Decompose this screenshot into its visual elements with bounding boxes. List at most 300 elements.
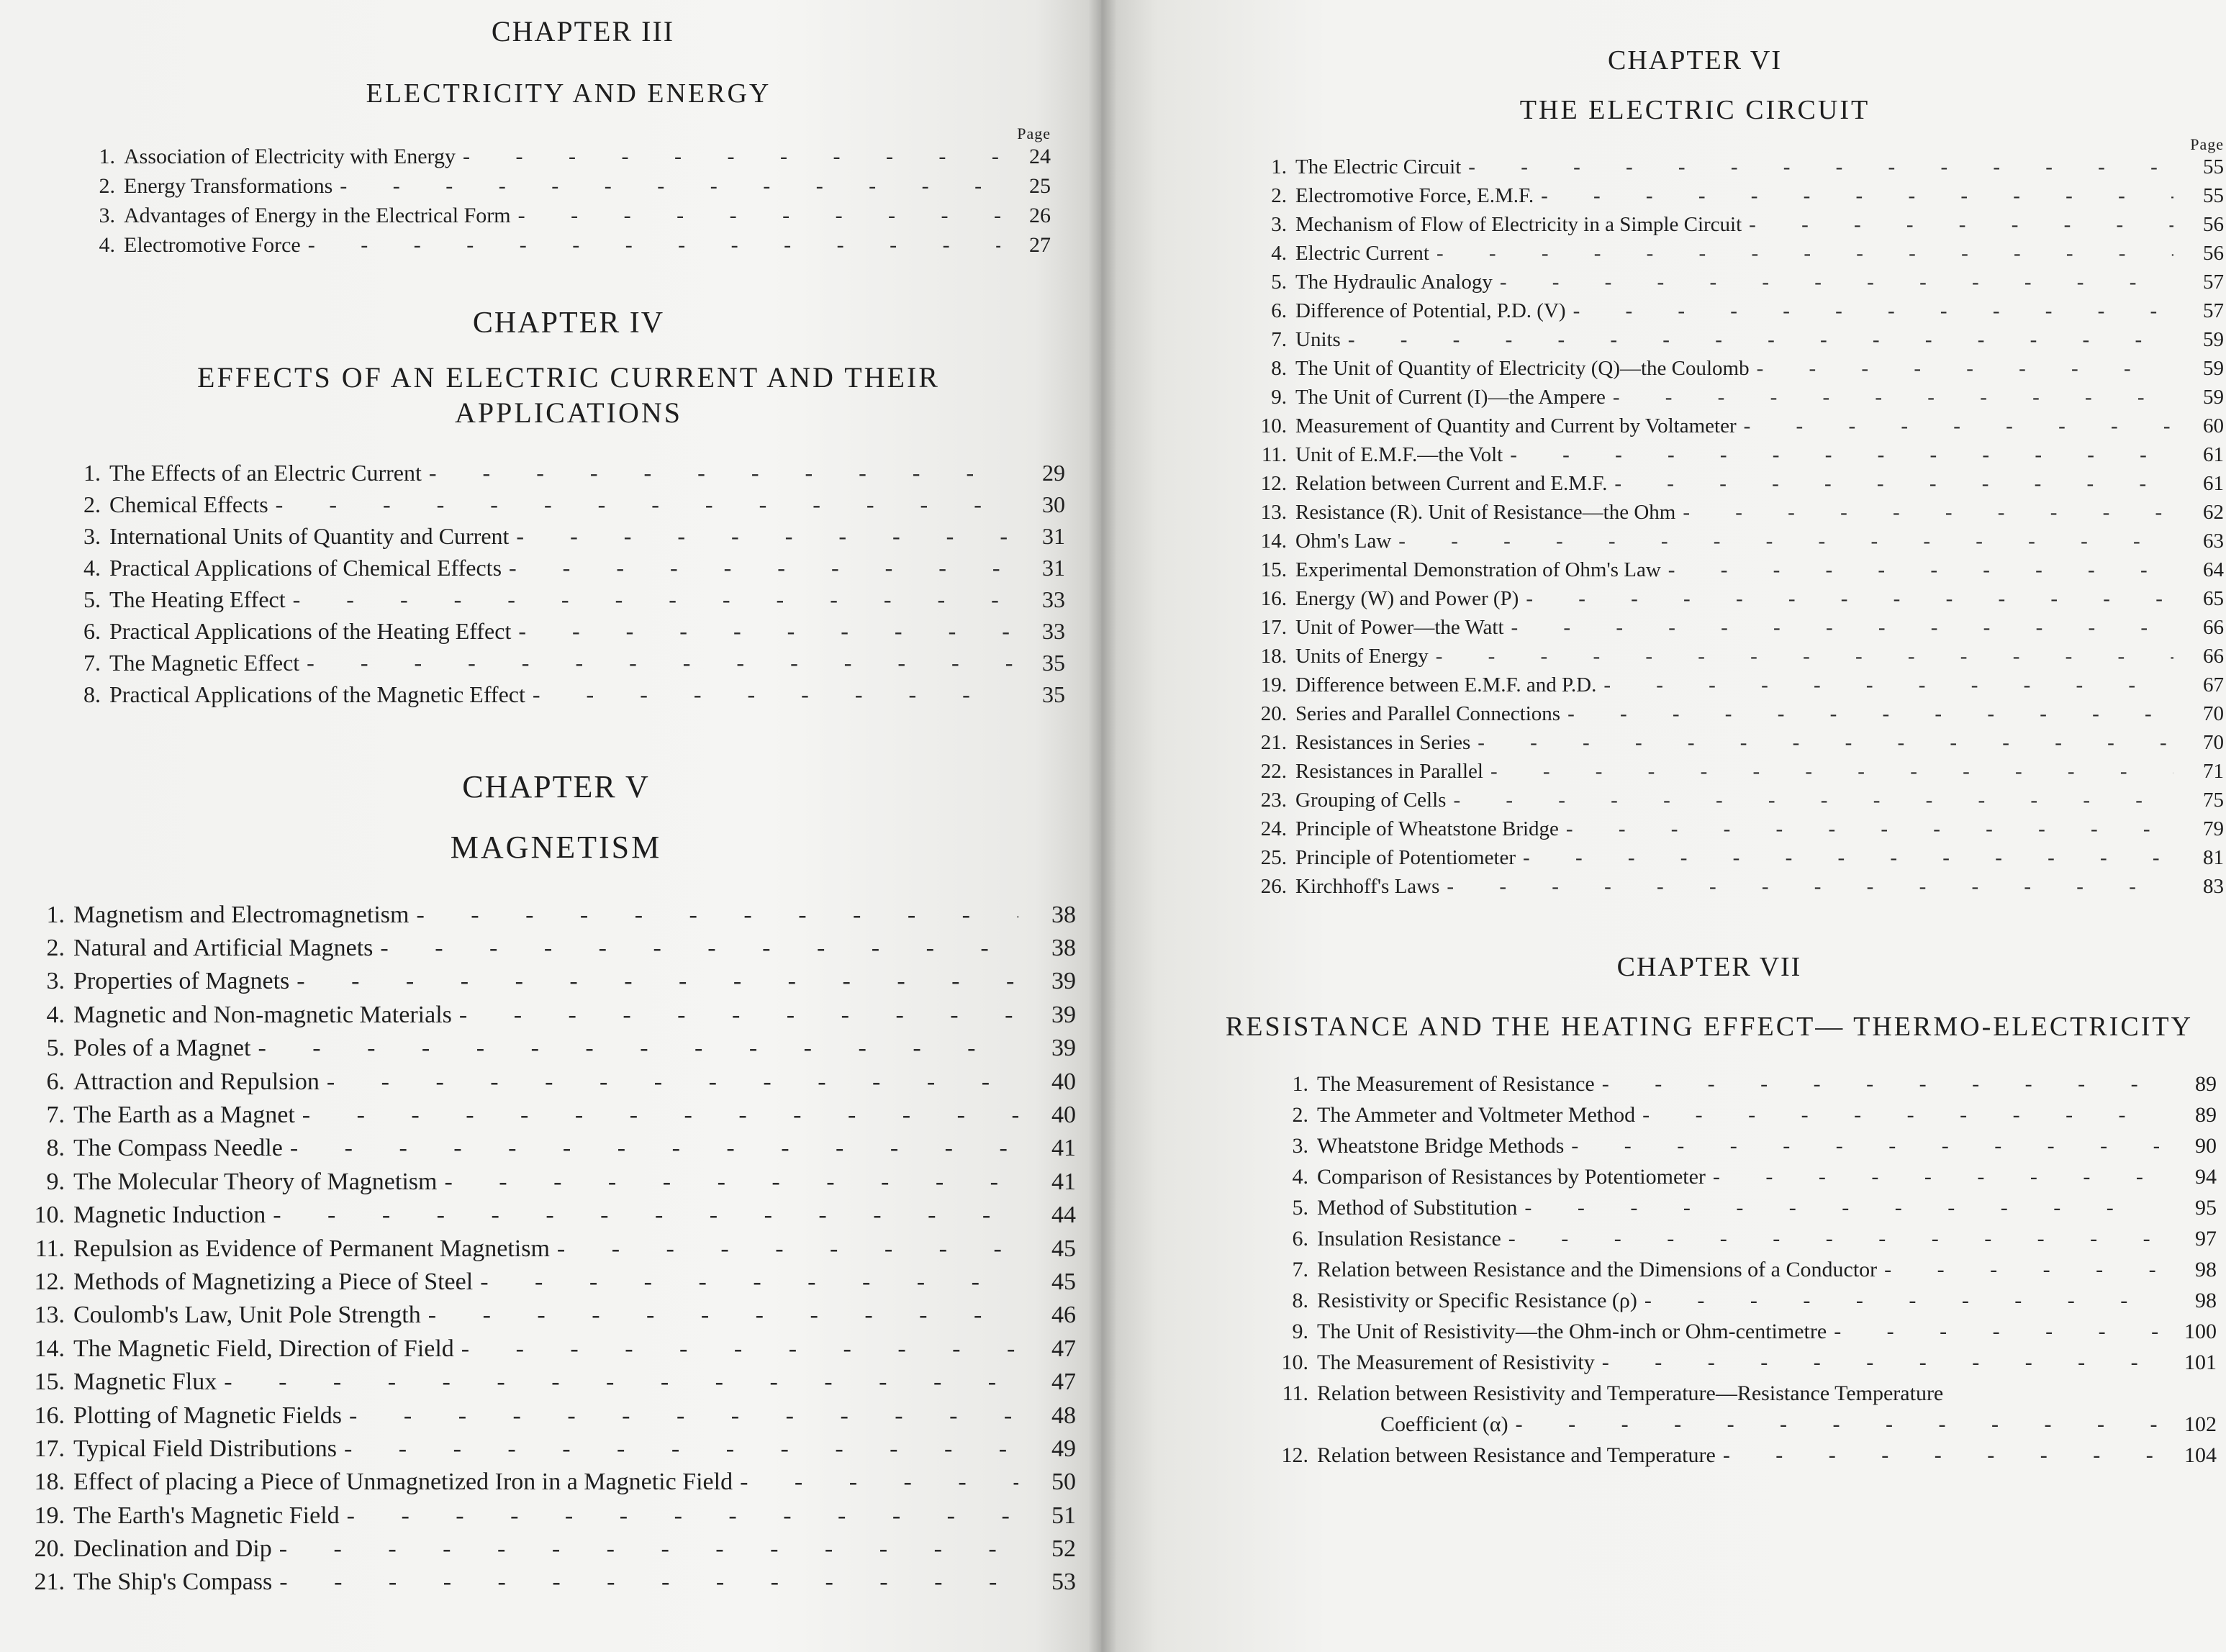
entry-title: Practical Applications of the Heating Effect xyxy=(109,617,512,644)
entry-page: 50 xyxy=(1051,1469,1076,1496)
chapter-title: EFFECTS OF AN ELECTRIC CURRENT AND THEIR APPLICATIONS xyxy=(197,361,940,429)
leader-dashes xyxy=(1436,645,2173,668)
toc-entry xyxy=(1274,1072,2217,1103)
entry-number: 3. xyxy=(1271,213,1287,237)
toc-entry xyxy=(86,204,1051,233)
entry-title: Resistance (R). Unit of Resistance—the Ohm xyxy=(1295,501,1676,525)
toc-entry xyxy=(1274,1351,2217,1381)
entry-page: 40 xyxy=(1051,1102,1076,1129)
entry-title: Natural and Artificial Magnets xyxy=(73,935,374,962)
entry-number: 7. xyxy=(83,649,101,676)
entry-page: 98 xyxy=(2195,1258,2217,1282)
leader-dashes xyxy=(1566,817,2173,841)
entry-number: 4. xyxy=(99,233,115,258)
entry-title: Relation between Resistance and the Dimensions of a Conductor xyxy=(1317,1258,1878,1282)
entry-page: 27 xyxy=(1029,233,1051,258)
leader-dashes xyxy=(1453,789,2173,812)
entry-title: Advantages of Energy in the Electrical Form xyxy=(124,204,511,228)
entry-page: 30 xyxy=(1042,491,1065,517)
entry-page: 81 xyxy=(2203,846,2224,870)
leader-dashes xyxy=(1749,213,2173,237)
entry-title: Difference between E.M.F. and P.D. xyxy=(1295,673,1597,697)
entry-page: 29 xyxy=(1042,459,1065,486)
toc-entry xyxy=(72,460,1065,491)
entry-title: The Earth's Magnetic Field xyxy=(73,1502,340,1529)
entry-page: 97 xyxy=(2195,1227,2217,1251)
entry-number: 22. xyxy=(1260,760,1287,784)
toc-entry xyxy=(22,1102,1076,1135)
leader-dashes xyxy=(308,233,1000,258)
entry-page: 51 xyxy=(1051,1502,1076,1529)
leader-dashes xyxy=(1516,1412,2159,1437)
entry-number: 14. xyxy=(34,1335,65,1362)
toc-entry xyxy=(1252,760,2224,789)
toc-entry xyxy=(1274,1165,2217,1196)
entry-title: Coulomb's Law, Unit Pole Strength xyxy=(73,1302,421,1329)
leader-dashes xyxy=(349,1402,1018,1430)
entry-page: 56 xyxy=(2203,213,2224,237)
entry-title: Measurement of Quantity and Current by Voltameter xyxy=(1295,414,1737,438)
chapter-number: CHAPTER VII xyxy=(1616,952,1802,982)
entry-number: 4. xyxy=(1271,242,1287,266)
toc-entry xyxy=(1274,1289,2217,1320)
leader-dashes xyxy=(1490,760,2173,784)
entry-page: 62 xyxy=(2203,501,2224,525)
entry-number: 5. xyxy=(46,1035,65,1062)
toc-entry xyxy=(1252,213,2224,242)
entry-title: Unit of E.M.F.—the Volt xyxy=(1295,443,1503,467)
leader-dashes xyxy=(293,586,1015,613)
leader-dashes xyxy=(1602,1351,2159,1375)
entry-page: 45 xyxy=(1051,1268,1076,1295)
leader-dashes xyxy=(429,460,1015,486)
entry-page: 57 xyxy=(2203,271,2224,294)
entry-page: 70 xyxy=(2203,731,2224,755)
toc-entry xyxy=(22,1369,1076,1402)
entry-number: 3. xyxy=(46,968,65,995)
leader-dashes xyxy=(380,935,1018,962)
leader-dashes xyxy=(1713,1165,2159,1189)
entry-number: 17. xyxy=(1260,616,1287,640)
entry-title: Methods of Magnetizing a Piece of Steel xyxy=(73,1268,474,1295)
entry-number: 13. xyxy=(1260,501,1287,525)
entry-page: 45 xyxy=(1051,1235,1076,1262)
left-page xyxy=(0,0,1101,1652)
entry-title: The Hydraulic Analogy xyxy=(1295,271,1493,294)
leader-dashes xyxy=(340,174,1000,199)
entry-page: 35 xyxy=(1042,681,1065,707)
toc-entry xyxy=(1252,184,2224,213)
book-gutter xyxy=(1088,0,1117,1652)
toc-entry xyxy=(1252,616,2224,645)
chapter-number: CHAPTER IV xyxy=(472,307,665,340)
entry-number: 8. xyxy=(83,681,101,707)
entry-number: 16. xyxy=(1260,587,1287,611)
entry-page: 65 xyxy=(2203,587,2224,611)
entry-page: 41 xyxy=(1051,1135,1076,1162)
entry-page: 59 xyxy=(2203,357,2224,381)
toc-entry xyxy=(22,1335,1076,1369)
toc-entry xyxy=(1252,472,2224,501)
entry-page: 46 xyxy=(1051,1302,1076,1329)
leader-dashes xyxy=(344,1435,1018,1463)
toc-entry-continuation xyxy=(1274,1412,2217,1443)
entry-page: 100 xyxy=(2184,1320,2217,1344)
leader-dashes xyxy=(1468,155,2173,179)
entry-number: 2. xyxy=(99,174,115,199)
leader-dashes xyxy=(509,555,1015,581)
entry-title: Ohm's Law xyxy=(1295,530,1392,553)
entry-page: 59 xyxy=(2203,386,2224,409)
entry-number: 12. xyxy=(1260,472,1287,496)
entry-number: 21. xyxy=(1260,731,1287,755)
leader-dashes xyxy=(1511,616,2173,640)
entry-page: 53 xyxy=(1051,1569,1076,1596)
chapter-4 xyxy=(72,306,1065,713)
toc-entry xyxy=(72,650,1065,681)
toc-entry xyxy=(22,968,1076,1001)
leader-dashes xyxy=(1884,1258,2159,1282)
toc-entry xyxy=(22,902,1076,935)
toc-entry xyxy=(22,1302,1076,1335)
toc-entry xyxy=(1252,875,2224,904)
entry-title: The Compass Needle xyxy=(73,1135,283,1162)
entry-number: 7. xyxy=(46,1102,65,1129)
entry-number: 16. xyxy=(34,1402,65,1429)
entry-title: Mechanism of Flow of Electricity in a Simple Circuit xyxy=(1295,213,1742,237)
toc-entry xyxy=(22,1402,1076,1435)
entry-title: The Electric Circuit xyxy=(1295,155,1462,179)
toc-entry xyxy=(22,1268,1076,1302)
toc-entry xyxy=(1252,155,2224,184)
toc-entry xyxy=(72,618,1065,650)
entry-title: Series and Parallel Connections xyxy=(1295,702,1561,726)
entry-title: Electromotive Force xyxy=(124,233,301,258)
entry-number: 21. xyxy=(34,1569,65,1596)
entry-title: Magnetic and Non-magnetic Materials xyxy=(73,1001,452,1028)
toc-entry xyxy=(1252,846,2224,875)
toc-entry xyxy=(1252,299,2224,328)
toc-entry xyxy=(1252,357,2224,386)
entry-number: 3. xyxy=(1292,1134,1308,1158)
leader-dashes xyxy=(1683,501,2173,525)
entry-number: 1. xyxy=(99,145,115,169)
entry-title: Magnetic Induction xyxy=(73,1202,266,1229)
leader-dashes xyxy=(459,1002,1018,1029)
entry-title: Grouping of Cells xyxy=(1295,789,1447,812)
toc-entry xyxy=(22,1168,1076,1202)
toc-entry xyxy=(86,174,1051,204)
entry-title: Principle of Potentiometer xyxy=(1295,846,1516,870)
toc-entry xyxy=(1274,1227,2217,1258)
entry-title: The Magnetic Effect xyxy=(109,649,300,676)
entry-page: 63 xyxy=(2203,530,2224,553)
entry-number: 23. xyxy=(1260,789,1287,812)
entry-title: Repulsion as Evidence of Permanent Magnetism xyxy=(73,1235,550,1262)
entry-title: Unit of Power—the Watt xyxy=(1295,616,1504,640)
entry-number: 24. xyxy=(1260,817,1287,841)
entry-page: 90 xyxy=(2195,1134,2217,1158)
toc-list xyxy=(1274,1072,2217,1474)
entry-page: 95 xyxy=(2195,1196,2217,1220)
entry-title: Electromotive Force, E.M.F. xyxy=(1295,184,1534,208)
entry-page: 44 xyxy=(1051,1202,1076,1229)
entry-number: 2. xyxy=(1292,1103,1308,1127)
entry-page: 71 xyxy=(2203,760,2224,784)
entry-page: 61 xyxy=(2203,472,2224,496)
leader-dashes xyxy=(516,523,1015,550)
leader-dashes xyxy=(279,1569,1018,1596)
leader-dashes xyxy=(302,1102,1018,1129)
chapter-number: CHAPTER VI xyxy=(1607,45,1783,76)
entry-page: 49 xyxy=(1051,1435,1076,1462)
toc-entry xyxy=(1252,587,2224,616)
leader-dashes xyxy=(279,1535,1018,1563)
leader-dashes xyxy=(1478,731,2173,755)
entry-title: Resistances in Parallel xyxy=(1295,760,1483,784)
leader-dashes xyxy=(1567,702,2173,726)
toc-entry xyxy=(1274,1320,2217,1351)
entry-title-continuation: Coefficient (α) xyxy=(1380,1412,1508,1437)
entry-page: 59 xyxy=(2203,328,2224,352)
chapter-6 xyxy=(1252,45,2224,904)
toc-entry xyxy=(22,1135,1076,1168)
entry-page: 101 xyxy=(2184,1351,2217,1375)
entry-page: 24 xyxy=(1029,145,1051,169)
toc-entry xyxy=(22,1235,1076,1268)
entry-page: 89 xyxy=(2195,1103,2217,1127)
entry-number: 10. xyxy=(34,1202,65,1229)
toc-entry xyxy=(1252,702,2224,731)
toc-entry xyxy=(72,555,1065,586)
entry-page: 57 xyxy=(2203,299,2224,323)
entry-title: The Heating Effect xyxy=(109,586,286,612)
entry-page: 33 xyxy=(1042,617,1065,644)
entry-page: 41 xyxy=(1051,1168,1076,1195)
entry-page: 39 xyxy=(1051,968,1076,995)
leader-dashes xyxy=(276,491,1015,518)
entry-number: 8. xyxy=(1271,357,1287,381)
entry-page: 61 xyxy=(2203,443,2224,467)
leader-dashes xyxy=(518,204,1000,228)
toc-entry xyxy=(1252,673,2224,702)
entry-page: 33 xyxy=(1042,586,1065,612)
entry-title: Chemical Effects xyxy=(109,491,268,517)
toc-entry xyxy=(72,491,1065,523)
entry-title: The Effects of an Electric Current xyxy=(109,459,422,486)
leader-dashes xyxy=(258,1035,1018,1062)
leader-dashes xyxy=(1524,1196,2159,1220)
entry-page: 31 xyxy=(1042,554,1065,581)
entry-title: The Measurement of Resistance xyxy=(1317,1072,1595,1097)
entry-number: 18. xyxy=(34,1469,65,1496)
entry-number: 2. xyxy=(83,491,101,517)
toc-entry xyxy=(22,1002,1076,1035)
entry-number: 8. xyxy=(46,1135,65,1162)
entry-page: 70 xyxy=(2203,702,2224,726)
leader-dashes xyxy=(1757,357,2173,381)
entry-number: 7. xyxy=(1292,1258,1308,1282)
entry-number: 17. xyxy=(34,1435,65,1462)
entry-page: 66 xyxy=(2203,645,2224,668)
entry-page: 25 xyxy=(1029,174,1051,199)
entry-number: 6. xyxy=(83,617,101,644)
entry-title: Difference of Potential, P.D. (V) xyxy=(1295,299,1566,323)
toc-entry xyxy=(22,1469,1076,1502)
leader-dashes xyxy=(1613,386,2173,409)
entry-title: The Molecular Theory of Magnetism xyxy=(73,1168,438,1195)
entry-number: 1. xyxy=(46,901,65,928)
entry-number: 1. xyxy=(1271,155,1287,179)
entry-number: 14. xyxy=(1260,530,1287,553)
leader-dashes xyxy=(1510,443,2173,467)
entry-number: 9. xyxy=(46,1168,65,1195)
leader-dashes xyxy=(297,968,1018,995)
leader-dashes xyxy=(461,1335,1018,1363)
entry-title: Typical Field Distributions xyxy=(73,1435,337,1462)
entry-number: 10. xyxy=(1281,1351,1308,1375)
entry-title: Properties of Magnets xyxy=(73,968,290,995)
toc-entry xyxy=(1252,271,2224,299)
entry-number: 5. xyxy=(1271,271,1287,294)
leader-dashes xyxy=(416,902,1018,929)
entry-title: Poles of a Magnet xyxy=(73,1035,251,1062)
leader-dashes xyxy=(307,650,1015,676)
toc-entry xyxy=(1274,1258,2217,1289)
toc-list xyxy=(1252,155,2224,904)
toc-entry xyxy=(1252,731,2224,760)
leader-dashes xyxy=(290,1135,1018,1162)
entry-page: 39 xyxy=(1051,1001,1076,1028)
chapter-5 xyxy=(22,768,1076,1602)
toc-entry xyxy=(1252,242,2224,271)
entry-title: Resistances in Series xyxy=(1295,731,1471,755)
entry-title: Effect of placing a Piece of Unmagnetized Iron in a Magnetic Field xyxy=(73,1469,733,1496)
toc-entry xyxy=(1252,386,2224,414)
entry-number: 25. xyxy=(1260,846,1287,870)
entry-title: The Ammeter and Voltmeter Method xyxy=(1317,1103,1636,1127)
entry-page: 40 xyxy=(1051,1068,1076,1095)
entry-title: The Unit of Quantity of Electricity (Q)—the Coulomb xyxy=(1295,357,1750,381)
entry-number: 6. xyxy=(1271,299,1287,323)
leader-dashes xyxy=(1447,875,2173,899)
toc-entry xyxy=(1252,817,2224,846)
leader-dashes xyxy=(347,1502,1018,1530)
entry-number: 3. xyxy=(83,522,101,549)
leader-dashes xyxy=(327,1068,1018,1096)
chapter-title: THE ELECTRIC CIRCUIT xyxy=(1519,95,1870,125)
leader-dashes xyxy=(1398,530,2173,553)
leader-dashes xyxy=(1744,414,2173,438)
entry-title: Magnetism and Electromagnetism xyxy=(73,901,410,928)
entry-page: 52 xyxy=(1051,1535,1076,1563)
entry-number: 5. xyxy=(83,586,101,612)
toc-entry xyxy=(72,681,1065,713)
entry-number: 1. xyxy=(1292,1072,1308,1097)
chapter-3 xyxy=(86,14,1051,263)
toc-entry xyxy=(22,1435,1076,1469)
entry-page: 83 xyxy=(2203,875,2224,899)
entry-number: 5. xyxy=(1292,1196,1308,1220)
toc-entry xyxy=(1252,501,2224,530)
entry-title: Resistivity or Specific Resistance (ρ) xyxy=(1317,1289,1637,1313)
leader-dashes xyxy=(1508,1227,2159,1251)
entry-page: 94 xyxy=(2195,1165,2217,1189)
leader-dashes xyxy=(1723,1443,2159,1468)
page-column-label: Page xyxy=(1017,124,1051,143)
leader-dashes xyxy=(1526,587,2173,611)
entry-title: The Unit of Resistivity—the Ohm-inch or Ohm-centimetre xyxy=(1317,1320,1827,1344)
leader-dashes xyxy=(1834,1320,2159,1344)
toc-entry xyxy=(1252,789,2224,817)
toc-list xyxy=(22,902,1076,1602)
chapter-title: MAGNETISM xyxy=(450,830,662,865)
toc-entry xyxy=(22,1535,1076,1569)
entry-page: 31 xyxy=(1042,522,1065,549)
leader-dashes xyxy=(224,1369,1018,1396)
entry-number: 19. xyxy=(1260,673,1287,697)
entry-number: 3. xyxy=(99,204,115,228)
toc-entry xyxy=(72,523,1065,555)
toc-entry xyxy=(1252,328,2224,357)
toc-list xyxy=(72,460,1065,713)
entry-number: 6. xyxy=(46,1068,65,1095)
toc-entry xyxy=(22,935,1076,968)
toc-entry xyxy=(1274,1196,2217,1227)
entry-title: Plotting of Magnetic Fields xyxy=(73,1402,343,1429)
entry-number: 11. xyxy=(35,1235,65,1262)
entry-title: Electric Current xyxy=(1295,242,1429,266)
toc-entry xyxy=(22,1202,1076,1235)
toc-entry xyxy=(72,586,1065,618)
entry-title: Practical Applications of Chemical Effects xyxy=(109,554,502,581)
entry-title: Relation between Current and E.M.F. xyxy=(1295,472,1608,496)
entry-page: 38 xyxy=(1051,901,1076,928)
toc-entry xyxy=(1252,645,2224,673)
entry-page: 55 xyxy=(2203,184,2224,208)
leader-dashes xyxy=(1603,673,2173,697)
entry-number: 9. xyxy=(1292,1320,1308,1344)
leader-dashes xyxy=(1437,242,2173,266)
entry-number: 7. xyxy=(1271,328,1287,352)
entry-title: Attraction and Repulsion xyxy=(73,1068,320,1095)
entry-number: 18. xyxy=(1260,645,1287,668)
page-column-label: Page xyxy=(2190,135,2224,154)
toc-list xyxy=(86,145,1051,263)
entry-page: 56 xyxy=(2203,242,2224,266)
entry-page: 89 xyxy=(2195,1072,2217,1097)
leader-dashes xyxy=(1644,1289,2159,1313)
leader-dashes xyxy=(1348,328,2173,352)
entry-page: 75 xyxy=(2203,789,2224,812)
leader-dashes xyxy=(518,618,1015,645)
entry-page: 60 xyxy=(2203,414,2224,438)
chapter-number: CHAPTER V xyxy=(462,769,650,804)
entry-page: 64 xyxy=(2203,558,2224,582)
leader-dashes xyxy=(1668,558,2173,582)
entry-title: Principle of Wheatstone Bridge xyxy=(1295,817,1559,841)
leader-dashes xyxy=(273,1202,1018,1229)
entry-title: Energy Transformations xyxy=(124,174,333,199)
leader-dashes xyxy=(1500,271,2173,294)
entry-title: Units xyxy=(1295,328,1341,352)
entry-number: 15. xyxy=(34,1369,65,1396)
entry-number: 4. xyxy=(83,554,101,581)
entry-title: The Unit of Current (I)—the Ampere xyxy=(1295,386,1606,409)
entry-number: 26. xyxy=(1260,875,1287,899)
entry-number: 4. xyxy=(46,1001,65,1028)
entry-number: 12. xyxy=(34,1268,65,1295)
